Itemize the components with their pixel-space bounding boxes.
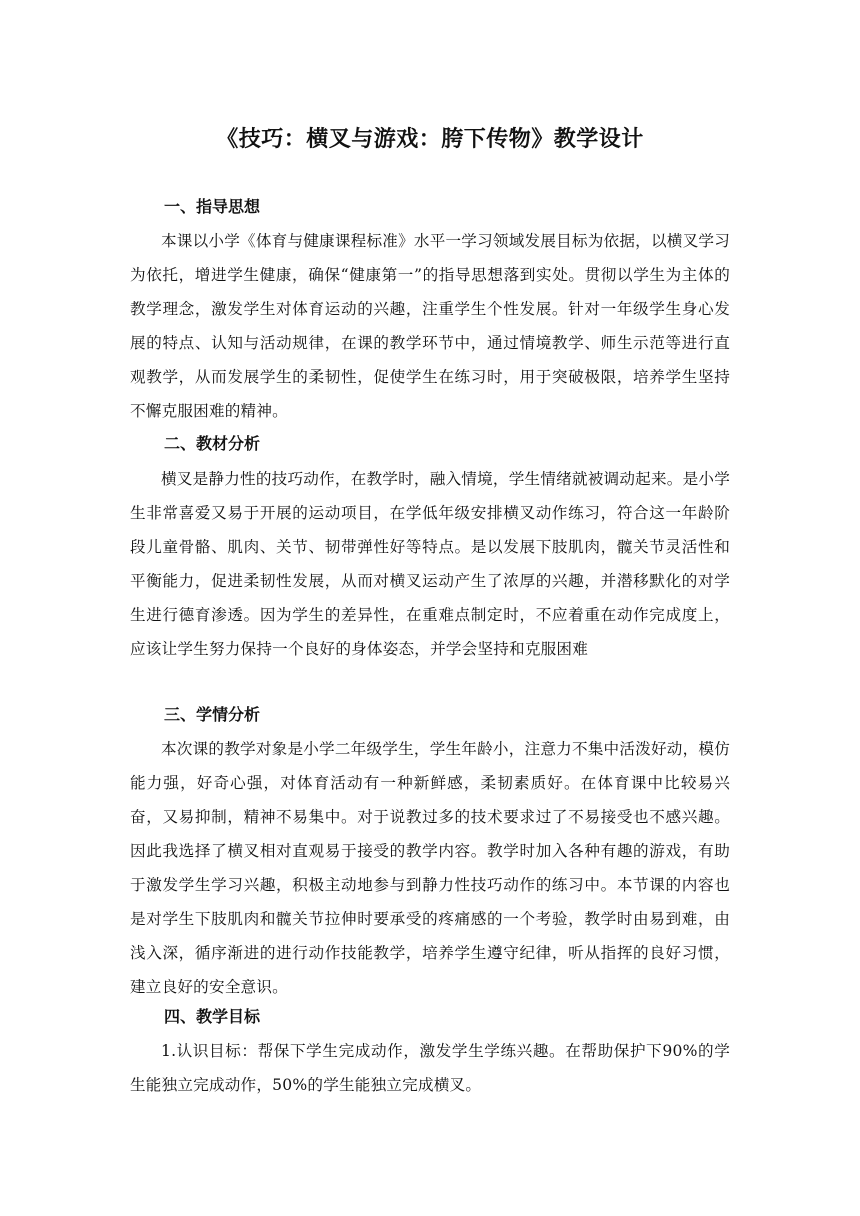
section-paragraph-learner-analysis: 本次课的教学对象是小学二年级学生，学生年龄小，注意力不集中活泼好动，模仿能力强，好奇心强，对体育活动有一种新鲜感，柔韧素质好。在体育课中比较易兴奋，又易抑制，精神不易集中。对于说教过多的技术要求过了不易接受也不感兴趣。因此我选择了横叉相对直观易于接受的教学内容。教学时加入各种有趣的游戏，有助于激发学生学习兴趣，积极主动地参与到静力性技巧动作的练习中。本节课的内容也是对学生下肢肌肉和髋关节拉伸时要承受的疼痛感的一个考验，教学时由易到难，由浅入深，循序渐进的进行动作技能教学，培养学生遵守纪律，听从指挥的良好习惯，建立良好的安全意识。 bbox=[130, 740, 730, 996]
section-heading-guiding-ideology: 一、指导思想 bbox=[164, 197, 261, 216]
section-paragraph-guiding-ideology: 本课以小学《体育与健康课程标准》水平一学习领域发展目标为依据，以横叉学习为依托，增进学生健康，确保“健康第一”的指导思想落到实处。贯彻以学生为主体的教学理念，激发学生对体育运动的兴趣，注重学生个性发展。针对一年级学生身心发展的特点、认知与活动规律，在课的教学环节中，通过情境教学、师生示范等进行直观教学，从而发展学生的柔韧性，促使学生在练习时，用于突破极限，培养学生坚持不懈克服困难的精神。 bbox=[130, 232, 730, 420]
section-heading-teaching-objectives: 四、教学目标 bbox=[164, 1007, 261, 1026]
section-paragraph-teaching-objectives: 1.认识目标：帮保下学生完成动作，激发学生学练兴趣。在帮助保护下90%的学生能独立完成动作，50%的学生能独立完成横叉。 bbox=[130, 1042, 730, 1094]
section-paragraph-material-analysis: 横叉是静力性的技巧动作，在教学时，融入情境，学生情绪就被调动起来。是小学生非常喜爱又易于开展的运动项目，在学低年级安排横叉动作练习，符合这一年龄阶段儿童骨骼、肌肉、关节、韧带弹性好等特点。是以发展下肢肌肉，髋关节灵活性和平衡能力，促进柔韧性发展，从而对横叉运动产生了浓厚的兴趣，并潜移默化的对学生进行德育渗透。因为学生的差异性，在重难点制定时，不应着重在动作完成度上，应该让学生努力保持一个良好的身体姿态，并学会坚持和克服困难 bbox=[130, 470, 730, 658]
document-title: 《技巧：横叉与游戏：胯下传物》教学设计 bbox=[216, 127, 644, 152]
section-heading-material-analysis: 二、教材分析 bbox=[164, 434, 261, 453]
section-heading-learner-analysis: 三、学情分析 bbox=[164, 705, 261, 724]
